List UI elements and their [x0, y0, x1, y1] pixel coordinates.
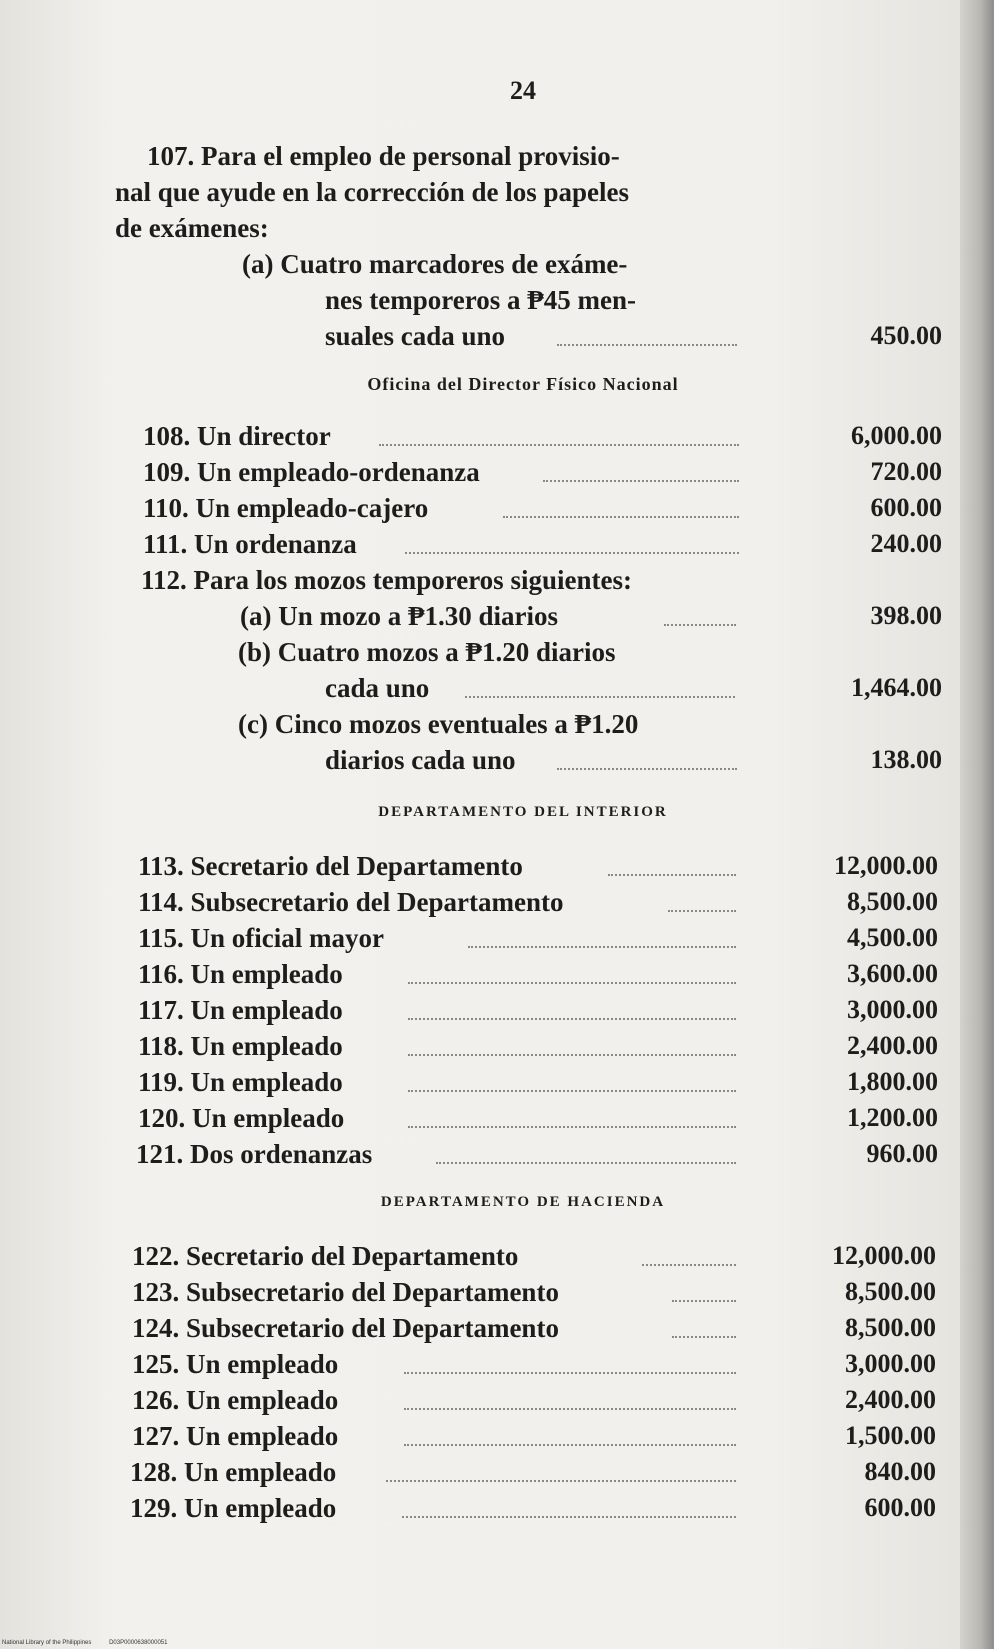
leader-dots: [405, 550, 739, 554]
item-112b-line-2: cada uno: [325, 670, 745, 706]
item-112: 112. Para los mozos temporeros siguientes:: [141, 565, 632, 595]
item-109: 109. Un empleado-ordenanza: [143, 454, 743, 490]
item-107a-line-1: (a) Cuatro marcadores de exáme-: [242, 249, 628, 279]
leader-dots: [386, 1478, 736, 1482]
item-117: 117. Un empleado: [138, 992, 738, 1028]
leader-dots: [557, 766, 737, 770]
item-124-amount: 8,500.00: [845, 1313, 936, 1342]
leader-dots: [465, 694, 735, 698]
footer-code: D03P0000638000051: [109, 1640, 168, 1646]
item-128: 128. Un empleado: [130, 1454, 742, 1490]
leader-dots: [642, 1262, 736, 1266]
item-126-amount: 2,400.00: [845, 1385, 936, 1414]
item-119: 119. Un empleado: [138, 1064, 738, 1100]
intro-line-2: nal que ayude en la corrección de los papeles: [115, 177, 630, 207]
leader-dots: [404, 1406, 736, 1410]
item-122: 122. Secretario del Departamento: [132, 1238, 742, 1274]
leader-dots: [436, 1160, 736, 1164]
item-114: 114. Subsecretario del Departamento: [138, 884, 738, 920]
item-110-amount: 600.00: [870, 493, 942, 522]
leader-dots: [402, 1514, 736, 1518]
leader-dots: [468, 944, 736, 948]
item-108-amount: 6,000.00: [851, 421, 942, 450]
item-120: 120. Un empleado: [138, 1100, 738, 1136]
page-edge-shadow: [960, 0, 994, 1649]
item-126: 126. Un empleado: [132, 1382, 742, 1418]
item-112b-amount: 1,464.00: [851, 673, 942, 702]
leader-dots: [668, 908, 736, 912]
item-122-amount: 12,000.00: [832, 1241, 936, 1270]
item-124: 124. Subsecretario del Departamento: [132, 1310, 742, 1346]
item-113-amount: 12,000.00: [834, 851, 938, 880]
item-113: 113. Secretario del Departamento: [138, 848, 738, 884]
section-heading-hacienda: DEPARTAMENTO DE HACIENDA: [380, 1194, 666, 1210]
leader-dots: [404, 1442, 736, 1446]
item-116: 116. Un empleado: [138, 956, 738, 992]
leader-dots: [608, 872, 736, 876]
leader-dots: [408, 1124, 736, 1128]
leader-dots: [408, 1052, 736, 1056]
item-115-amount: 4,500.00: [847, 923, 938, 952]
item-114-amount: 8,500.00: [847, 887, 938, 916]
item-115: 115. Un oficial mayor: [138, 920, 738, 956]
item-112a: (a) Un mozo a ₱1.30 diarios: [240, 598, 740, 634]
leader-dots: [503, 514, 739, 518]
item-112c-line-1: (c) Cinco mozos eventuales a ₱1.20: [238, 709, 639, 739]
page-number: 24: [510, 76, 536, 105]
item-121-amount: 960.00: [866, 1139, 938, 1168]
leader-dots: [543, 478, 739, 482]
section-heading-interior: DEPARTAMENTO DEL INTERIOR: [378, 804, 668, 820]
item-107-intro: [115, 138, 740, 246]
scan-footer: [2, 1640, 183, 1646]
item-111: 111. Un ordenanza: [143, 526, 743, 562]
leader-dots: [672, 1298, 736, 1302]
item-118-amount: 2,400.00: [847, 1031, 938, 1060]
item-112b-line-1: (b) Cuatro mozos a ₱1.20 diarios: [238, 637, 616, 667]
item-111-amount: 240.00: [870, 529, 942, 558]
leader-dots: [672, 1334, 736, 1338]
item-107a-amount: 450.00: [870, 321, 942, 350]
item-125: 125. Un empleado: [132, 1346, 742, 1382]
item-127-amount: 1,500.00: [845, 1421, 936, 1450]
item-125-amount: 3,000.00: [845, 1349, 936, 1378]
item-109-amount: 720.00: [870, 457, 942, 486]
item-116-amount: 3,600.00: [847, 959, 938, 988]
intro-line-3: de exámenes:: [115, 213, 269, 243]
item-112a-amount: 398.00: [870, 601, 942, 630]
item-112c-line-2: diarios cada uno: [325, 742, 745, 778]
item-121: 121. Dos ordenanzas: [136, 1136, 736, 1172]
item-108: 108. Un director: [143, 418, 743, 454]
footer-library: National Library of the Philippines: [2, 1640, 92, 1646]
intro-line-1: 107. Para el empleo de personal provisio-: [147, 141, 620, 171]
item-123: 123. Subsecretario del Departamento: [132, 1274, 742, 1310]
leader-dots: [557, 342, 737, 346]
item-107a-line-2: nes temporeros a ₱45 men-: [325, 285, 636, 315]
leader-dots: [408, 1088, 736, 1092]
item-127: 127. Un empleado: [132, 1418, 742, 1454]
item-119-amount: 1,800.00: [847, 1067, 938, 1096]
item-107a-line-3: suales cada uno: [325, 318, 745, 354]
leader-dots: [664, 622, 736, 626]
leader-dots: [379, 442, 739, 446]
item-118: 118. Un empleado: [138, 1028, 738, 1064]
item-117-amount: 3,000.00: [847, 995, 938, 1024]
leader-dots: [408, 1016, 736, 1020]
item-110: 110. Un empleado-cajero: [143, 490, 743, 526]
item-123-amount: 8,500.00: [845, 1277, 936, 1306]
leader-dots: [404, 1370, 736, 1374]
item-128-amount: 840.00: [864, 1457, 936, 1486]
item-120-amount: 1,200.00: [847, 1103, 938, 1132]
leader-dots: [408, 980, 736, 984]
item-129-amount: 600.00: [864, 1493, 936, 1522]
item-112c-amount: 138.00: [870, 745, 942, 774]
item-129: 129. Un empleado: [130, 1490, 742, 1526]
section-heading-oficina: Oficina del Director Físico Nacional: [367, 374, 679, 394]
